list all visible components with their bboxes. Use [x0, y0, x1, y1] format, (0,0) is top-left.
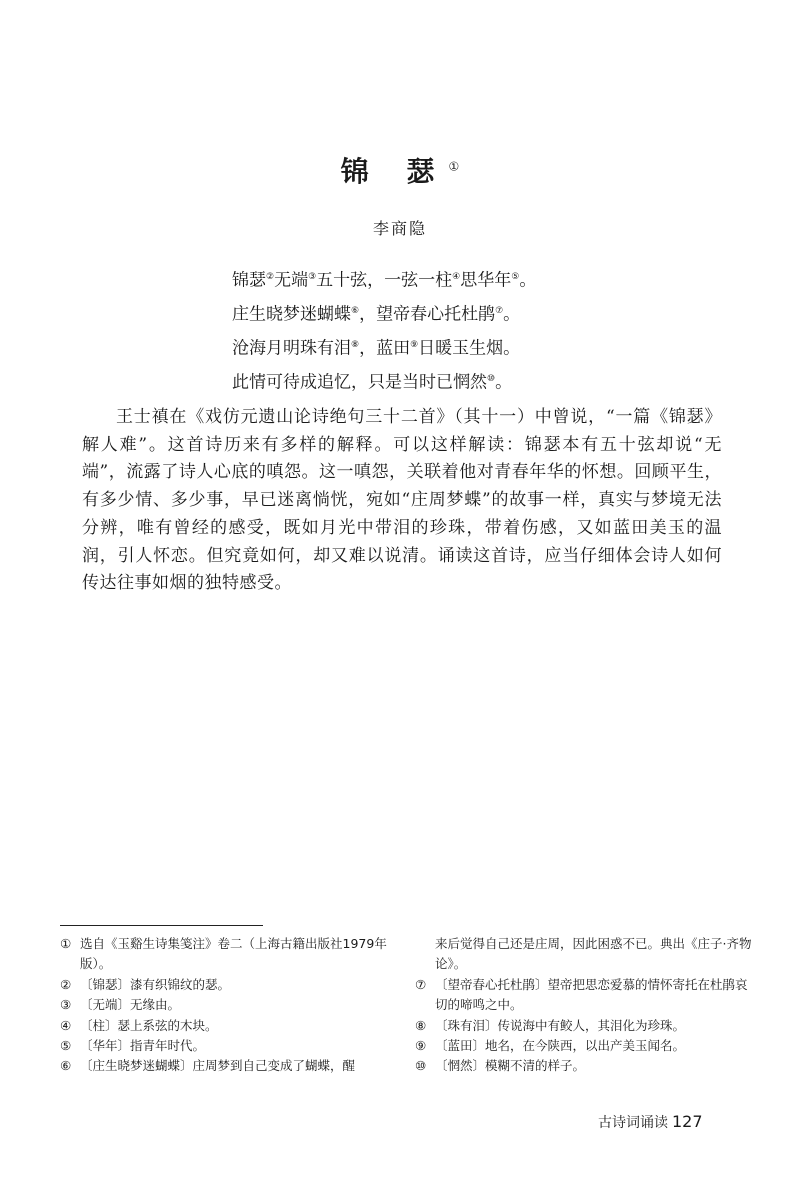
footnote-number: ⑨	[415, 1038, 427, 1054]
title-footnote-marker: ①	[448, 159, 460, 174]
poem-text: 庄生晓梦迷蝴蝶	[232, 304, 351, 325]
footnote-marker: ⑦	[495, 306, 504, 317]
footnote-text: 〔锦瑟〕漆有织锦纹的瑟。	[80, 976, 231, 992]
footnote-divider	[60, 925, 263, 926]
footnote-marker: ⑩	[487, 374, 496, 385]
poem-text: 。	[495, 373, 513, 394]
footnote-marker: ⑤	[511, 272, 520, 282]
poem-text: ，蓝田	[359, 338, 411, 359]
footnote	[60, 1036, 400, 1056]
footnote-marker: ④	[452, 272, 461, 282]
poem-body	[232, 262, 652, 399]
footnote-text: 〔庄生晓梦迷蝴蝶〕庄周梦到自己变成了蝴蝶，醒	[80, 1058, 356, 1074]
footnote	[60, 995, 400, 1015]
book-title: 古诗词诵读	[598, 1115, 668, 1131]
poem-title	[0, 150, 800, 190]
poem-text: 此情可待成追忆，只是当时已惘然	[232, 373, 487, 394]
footnote-text: 〔惘然〕模糊不清的样子。	[435, 1058, 586, 1074]
poem-text: 。	[519, 270, 537, 291]
page-footer	[598, 1112, 728, 1132]
poem-line	[232, 364, 652, 398]
footnote-marker: ②	[266, 272, 275, 282]
poem-text: 锦瑟	[232, 270, 266, 291]
footnote-text: 〔无端〕无缘由。	[80, 997, 181, 1013]
footnote-number: ①	[60, 936, 72, 951]
footnote	[60, 934, 400, 975]
footnote-text: 〔蓝田〕地名，在今陕西，以出产美玉闻名。	[435, 1038, 686, 1054]
footnote-number: ⑧	[415, 1017, 427, 1033]
poem-text: ，望帝春心托杜鹃	[359, 304, 496, 325]
footnote	[60, 975, 400, 995]
footnote	[415, 1036, 755, 1056]
footnote-text: 〔望帝春心托杜鹃〕望帝把思恋爱慕的情怀寄托在杜鹃哀切的啼鸣之中。	[435, 976, 748, 1013]
footnote	[60, 1056, 400, 1076]
poem-text: 日暖玉生烟。	[418, 338, 521, 359]
footnote-number: ⑦	[415, 976, 427, 992]
poem-text: 沧海月明珠有泪	[232, 338, 351, 359]
footnotes-left-column	[60, 934, 400, 1077]
footnote-text: 选自《玉谿生诗集笺注》卷二（上海古籍出版社1979年版）。	[80, 936, 387, 972]
footnote-text: 〔珠有泪〕传说海中有鲛人，其泪化为珍珠。	[435, 1017, 686, 1033]
poem-text: 五十弦，一弦一柱	[316, 270, 453, 291]
footnote	[415, 1056, 755, 1076]
poem-line	[232, 330, 652, 364]
footnote-number: ⑤	[60, 1038, 72, 1054]
footnote-number: ③	[60, 997, 72, 1013]
footnote	[415, 1016, 755, 1036]
poem-text: 无端	[274, 270, 309, 291]
footnote-marker: ⑧	[351, 340, 360, 351]
poem-line	[232, 262, 652, 296]
footnote-marker: ③	[308, 272, 317, 282]
footnote-number: ②	[60, 976, 72, 992]
footnote-number: ⑩	[415, 1058, 427, 1074]
page-number: 127	[672, 1112, 703, 1131]
footnote-number: ⑥	[60, 1058, 72, 1074]
poem-title-text: 锦 瑟	[340, 155, 449, 188]
footnote	[415, 975, 755, 1016]
footnote-text: 〔华年〕指青年时代。	[80, 1038, 206, 1054]
footnote	[60, 1016, 400, 1036]
footnote-marker: ⑥	[351, 306, 360, 317]
commentary-paragraph: 王士禛在《戏仿元遗山论诗绝句三十二首》（其十一）中曾说，“一篇《锦瑟》解人难”。这首诗历来有多样的解释。可以这样解读：锦瑟本有五十弦却说“无端”，流露了诗人心底的嗔怨。这一嗔怨，关联着他对青春年华的怀想。回顾平生，有多少情、多少事，早已迷离惝恍，宛如“庄周梦蝶”的故事一样，真实与梦境无法分辨，唯有曾经的感受，既如月光中带泪的珍珠，带着伤感，又如蓝田美玉的温润，引人怀恋。但究竟如何，却又难以说清。诵读这首诗，应当仔细体会诗人如何传达往事如烟的独特感受。	[82, 407, 722, 594]
footnote-number: ④	[60, 1017, 72, 1033]
footnote-text: 〔柱〕瑟上系弦的木块。	[80, 1017, 218, 1033]
footnote	[415, 934, 755, 975]
footnote-marker: ⑨	[410, 340, 419, 351]
poem-text: 思华年	[460, 270, 512, 291]
poem-author: 李商隐	[372, 219, 427, 238]
footnotes-right-column	[415, 934, 755, 1077]
poem-text: 。	[503, 304, 521, 325]
footnote-text: 来后觉得自己还是庄周，因此困惑不已。典出《庄子·齐物论》。	[435, 936, 752, 972]
poem-line	[232, 296, 652, 330]
